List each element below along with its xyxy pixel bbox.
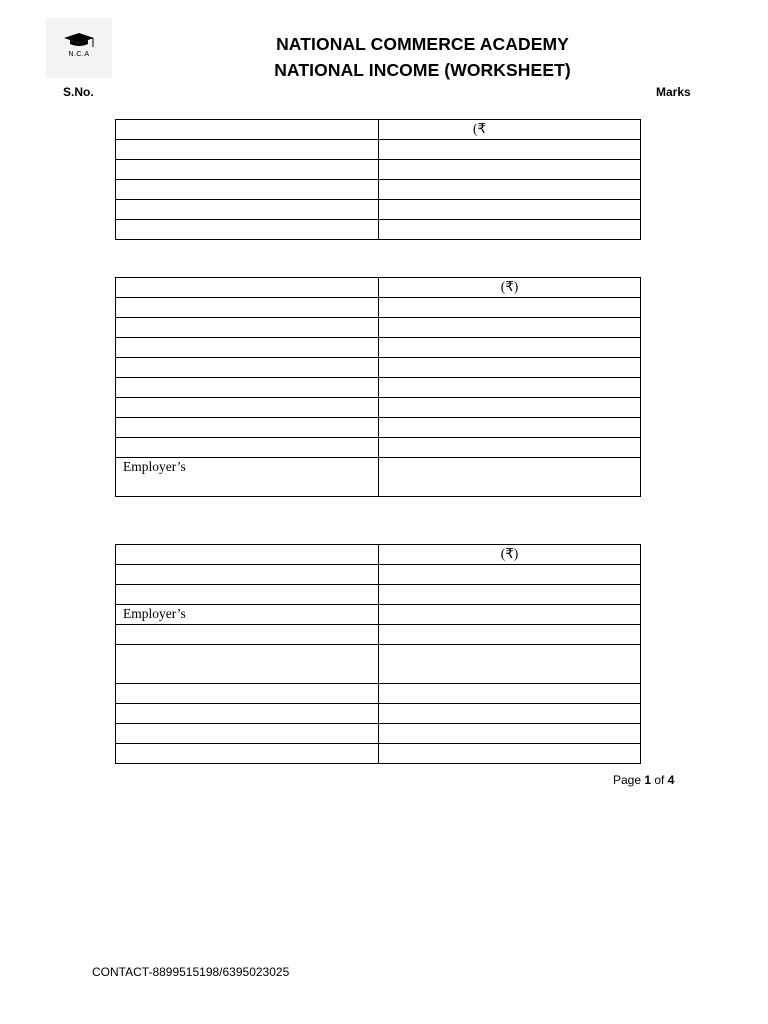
table-cell [116, 438, 379, 458]
table-row [116, 200, 641, 220]
logo-text: N.C.A [68, 51, 90, 58]
table-cell [116, 684, 379, 704]
table-row [116, 645, 641, 684]
table-cell [116, 625, 379, 645]
table-cell [116, 358, 379, 378]
table-row [116, 458, 641, 497]
table-cell [379, 378, 641, 398]
table-row [116, 140, 641, 160]
table-cell [116, 645, 379, 684]
table-cell [379, 398, 641, 418]
table-row [116, 160, 641, 180]
table-cell [116, 200, 379, 220]
table-cell [379, 318, 641, 338]
table-row [116, 338, 641, 358]
worksheet-table-1 [115, 119, 641, 240]
table-cell: Employer’s [116, 458, 379, 497]
table-row [116, 298, 641, 318]
table-header-row [116, 278, 641, 298]
table-cell [379, 140, 641, 160]
table-cell [379, 160, 641, 180]
table-cell [116, 545, 379, 565]
table-cell [379, 625, 641, 645]
table-row [116, 565, 641, 585]
page-separator: of [651, 773, 668, 787]
table-cell [116, 338, 379, 358]
page-current: 1 [644, 773, 652, 787]
table-cell [379, 338, 641, 358]
table-cell [116, 585, 379, 605]
page-prefix: Page [613, 773, 645, 787]
table-cell [379, 418, 641, 438]
page-number [613, 773, 674, 787]
table-row [116, 378, 641, 398]
table-cell [116, 565, 379, 585]
table-row [116, 220, 641, 240]
table-cell [116, 160, 379, 180]
table-cell: Employer’s [116, 605, 379, 625]
table-cell [379, 458, 641, 497]
table-row [116, 438, 641, 458]
table-header-row [116, 545, 641, 565]
table-cell [116, 704, 379, 724]
table-cell [379, 298, 641, 318]
worksheet-table-3 [115, 544, 641, 764]
table-cell [379, 358, 641, 378]
table-cell [379, 585, 641, 605]
table-cell [379, 565, 641, 585]
currency-header-cell: (₹ [379, 120, 641, 140]
table-cell [379, 645, 641, 684]
academy-title: NATIONAL COMMERCE ACADEMY [276, 34, 569, 54]
table-cell [379, 180, 641, 200]
table-cell [379, 704, 641, 724]
currency-header-cell: (₹) [379, 278, 641, 298]
table-cell [116, 318, 379, 338]
table-cell [379, 605, 641, 625]
table-header-row [116, 120, 641, 140]
table-row [116, 398, 641, 418]
worksheet-title: NATIONAL INCOME (WORKSHEET) [274, 60, 571, 80]
table-row [116, 585, 641, 605]
table-row [116, 684, 641, 704]
page-total: 4 [667, 773, 675, 787]
currency-header-cell: (₹) [379, 545, 641, 565]
table-row [116, 318, 641, 338]
table-cell [116, 220, 379, 240]
table-cell [116, 398, 379, 418]
table-row [116, 358, 641, 378]
table-cell [116, 120, 379, 140]
table-row [116, 418, 641, 438]
serial-number-label: S.No. [63, 85, 94, 99]
table-cell [116, 418, 379, 438]
table-row [116, 605, 641, 625]
table-row [116, 180, 641, 200]
table-cell [379, 724, 641, 744]
table-cell [116, 298, 379, 318]
table-row [116, 724, 641, 744]
table-cell [116, 724, 379, 744]
table-row [116, 704, 641, 724]
contact-info: CONTACT-8899515198/6395023025 [92, 965, 290, 979]
table-cell [116, 140, 379, 160]
worksheet-table-2 [115, 277, 641, 497]
table-row [116, 625, 641, 645]
table-row [116, 744, 641, 764]
table-cell [116, 278, 379, 298]
table-cell [379, 438, 641, 458]
table-cell [116, 378, 379, 398]
table-cell [379, 684, 641, 704]
marks-label: Marks [656, 85, 691, 99]
table-cell [379, 744, 641, 764]
table-cell [116, 180, 379, 200]
table-cell [116, 744, 379, 764]
table-cell [379, 200, 641, 220]
table-cell [379, 220, 641, 240]
